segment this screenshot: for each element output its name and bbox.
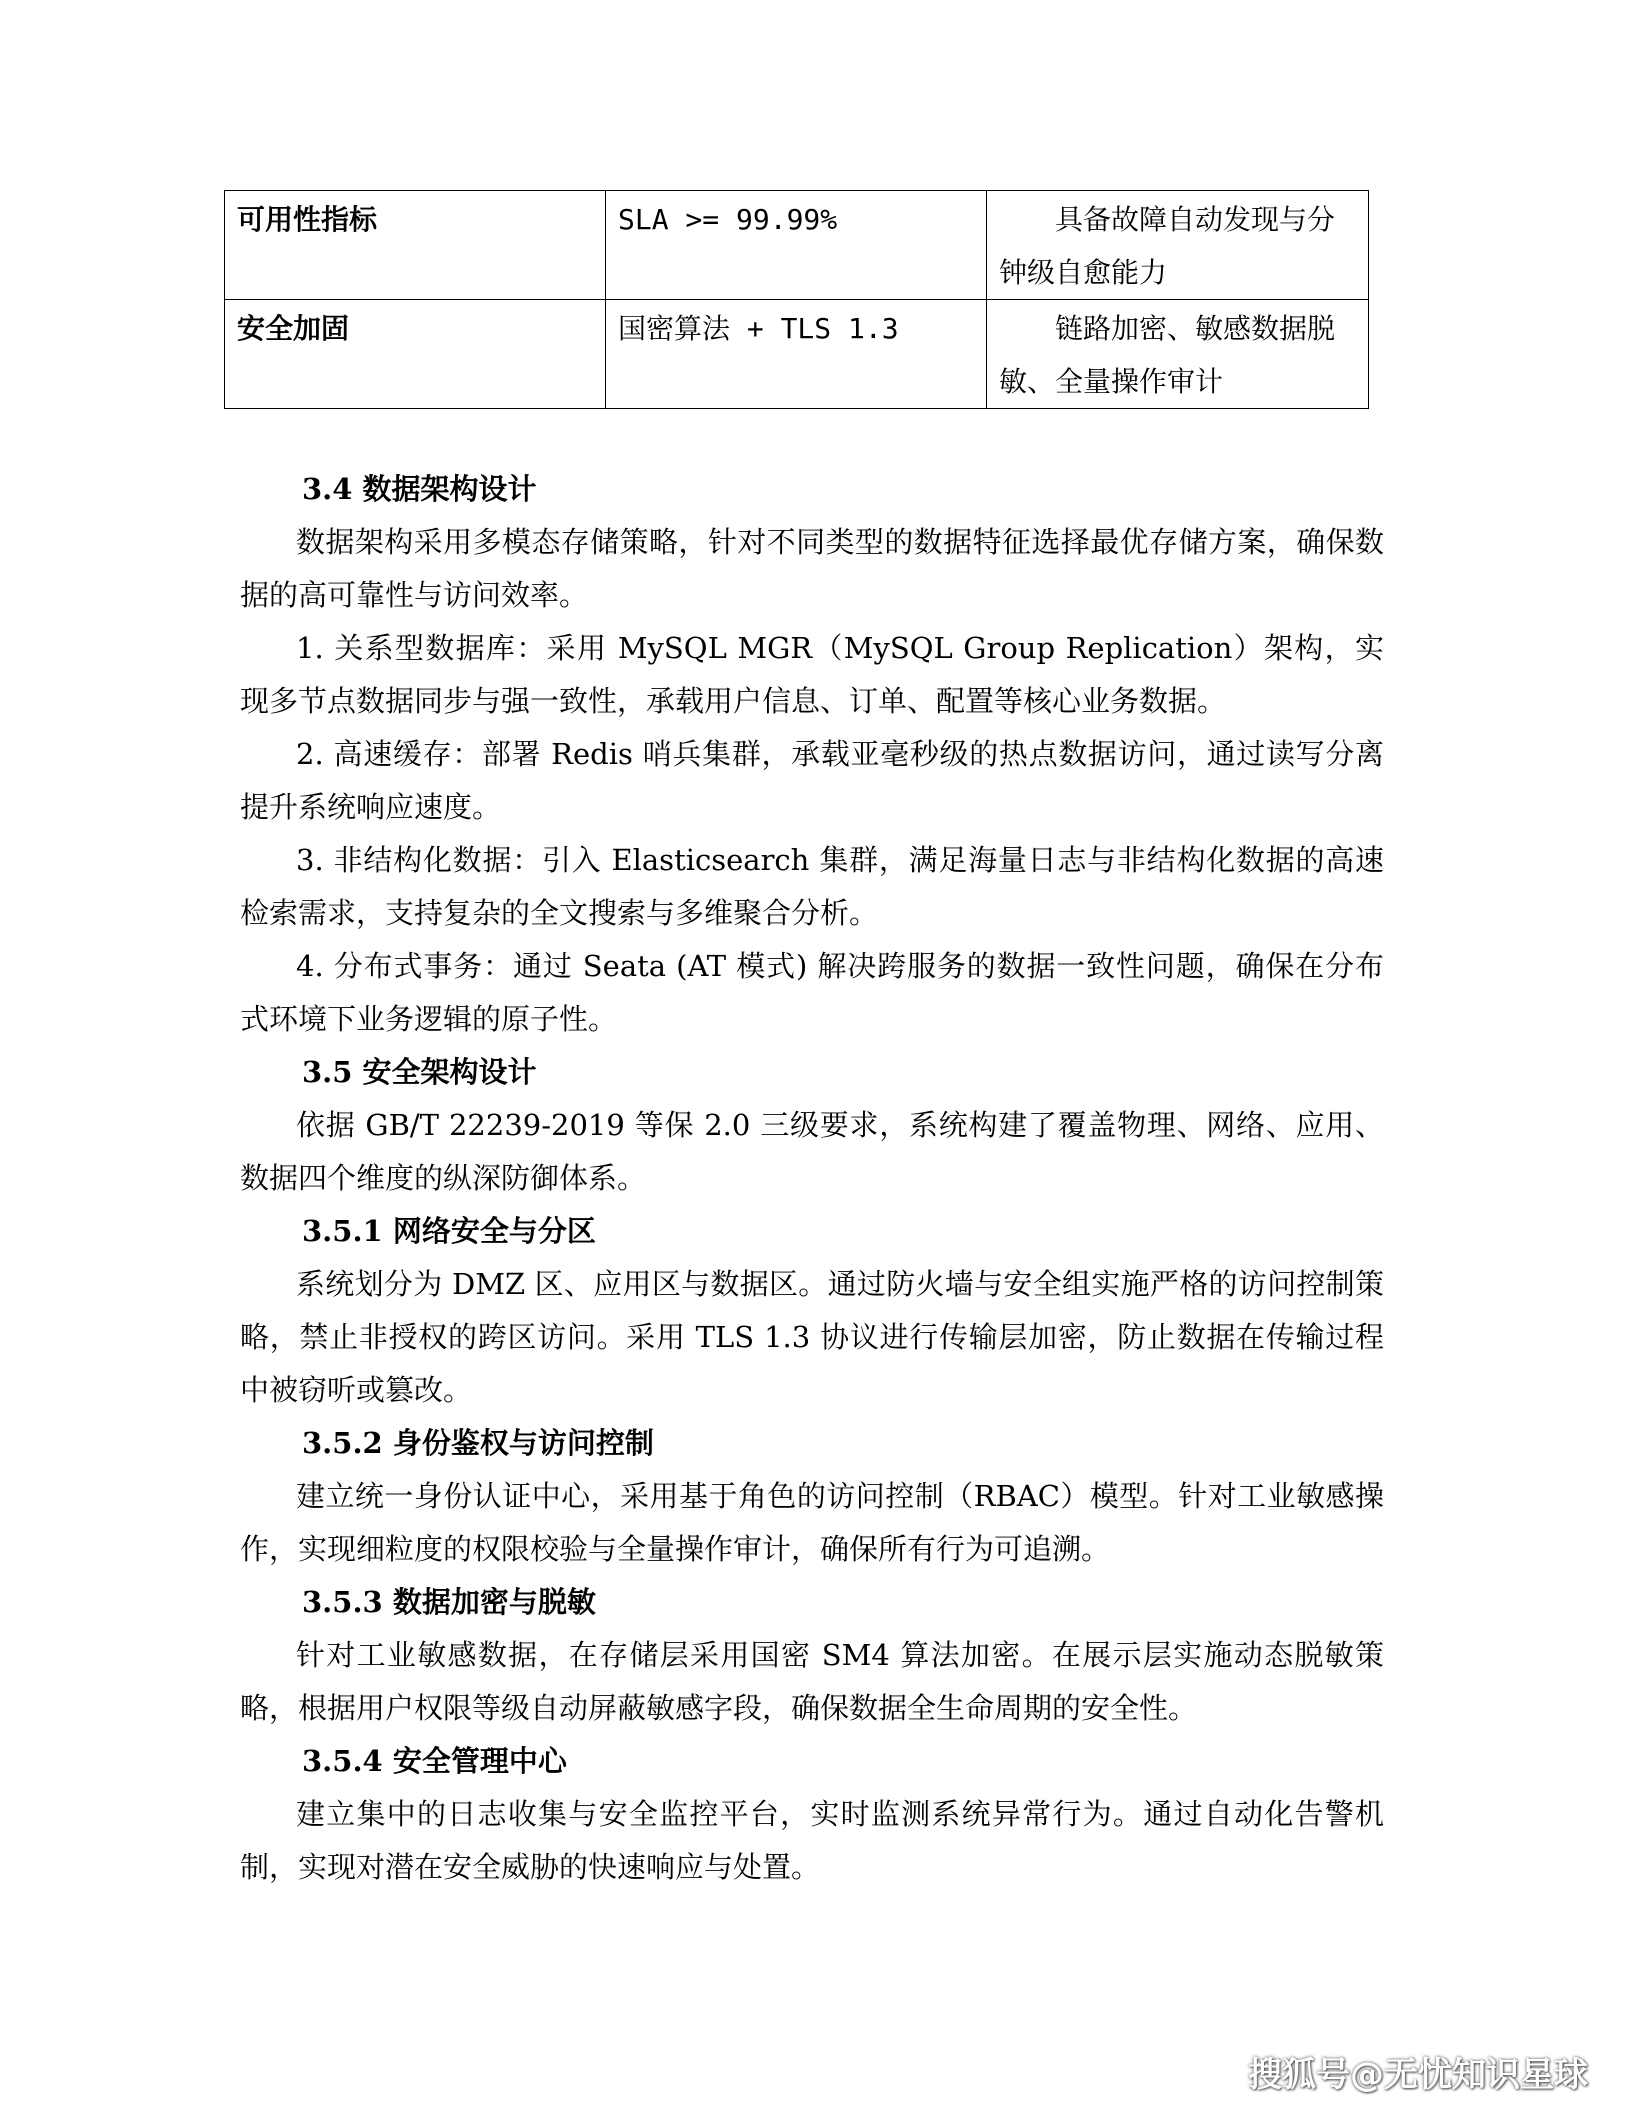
table-cell	[606, 191, 987, 300]
table-cell	[225, 191, 606, 300]
table-cell-text: 国密算法 + TLS 1.3	[618, 312, 899, 345]
paragraph: 数据架构采用多模态存储策略，针对不同类型的数据特征选择最优存储方案，确保数据的高可靠性与访问效率。	[240, 525, 1384, 612]
watermark: 搜狐号@无忧知识星球	[1248, 2055, 1588, 2095]
paragraph: 依据 GB/T 22239-2019 等保 2.0 三级要求，系统构建了覆盖物理、网络、应用、数据四个维度的纵深防御体系。	[240, 1108, 1384, 1195]
paragraph: 建立集中的日志收集与安全监控平台，实时监测系统异常行为。通过自动化告警机制，实现对潜在安全威胁的快速响应与处置。	[240, 1797, 1384, 1884]
list-item: 3. 非结构化数据：引入 Elasticsearch 集群，满足海量日志与非结构化数据的高速检索需求，支持复杂的全文搜索与多维聚合分析。	[240, 843, 1384, 930]
document-body	[240, 463, 1384, 1894]
table-cell-text: 安全加固	[237, 312, 350, 345]
paragraph: 系统划分为 DMZ 区、应用区与数据区。通过防火墙与安全组实施严格的访问控制策略，禁止非授权的跨区访问。采用 TLS 1.3 协议进行传输层加密，防止数据在传输过程中被窃听或篡改。	[240, 1267, 1384, 1407]
paragraph: 建立统一身份认证中心，采用基于角色的访问控制（RBAC）模型。针对工业敏感操作，实现细粒度的权限校验与全量操作审计，确保所有行为可追溯。	[240, 1479, 1384, 1566]
section-heading-3-5-2: 3.5.2 身份鉴权与访问控制	[302, 1426, 654, 1460]
spec-table	[224, 190, 1369, 409]
list-item: 4. 分布式事务：通过 Seata (AT 模式) 解决跨服务的数据一致性问题，确保在分布式环境下业务逻辑的原子性。	[240, 949, 1384, 1036]
section-heading-3-4: 3.4 数据架构设计	[302, 472, 537, 506]
table-cell-text: 链路加密、敏感数据脱敏、全量操作审计	[999, 312, 1336, 398]
table-row	[225, 191, 1369, 300]
paragraph: 针对工业敏感数据，在存储层采用国密 SM4 算法加密。在展示层实施动态脱敏策略，根据用户权限等级自动屏蔽敏感字段，确保数据全生命周期的安全性。	[240, 1638, 1384, 1725]
list-item: 1. 关系型数据库：采用 MySQL MGR（MySQL Group Replication）架构，实现多节点数据同步与强一致性，承载用户信息、订单、配置等核心业务数据。	[240, 631, 1384, 718]
table-row	[225, 300, 1369, 409]
section-heading-3-5: 3.5 安全架构设计	[302, 1055, 537, 1089]
table-cell	[987, 191, 1369, 300]
table-cell	[225, 300, 606, 409]
list-item: 2. 高速缓存：部署 Redis 哨兵集群，承载亚毫秒级的热点数据访问，通过读写分离提升系统响应速度。	[240, 737, 1384, 824]
section-heading-3-5-1: 3.5.1 网络安全与分区	[302, 1214, 596, 1248]
section-heading-3-5-4: 3.5.4 安全管理中心	[302, 1744, 567, 1778]
table-cell-text: SLA >= 99.99%	[618, 203, 838, 236]
table-cell	[987, 300, 1369, 409]
table-cell-text: 可用性指标	[237, 203, 378, 236]
table-cell	[606, 300, 987, 409]
table-cell-text: 具备故障自动发现与分钟级自愈能力	[999, 203, 1336, 289]
section-heading-3-5-3: 3.5.3 数据加密与脱敏	[302, 1585, 596, 1619]
